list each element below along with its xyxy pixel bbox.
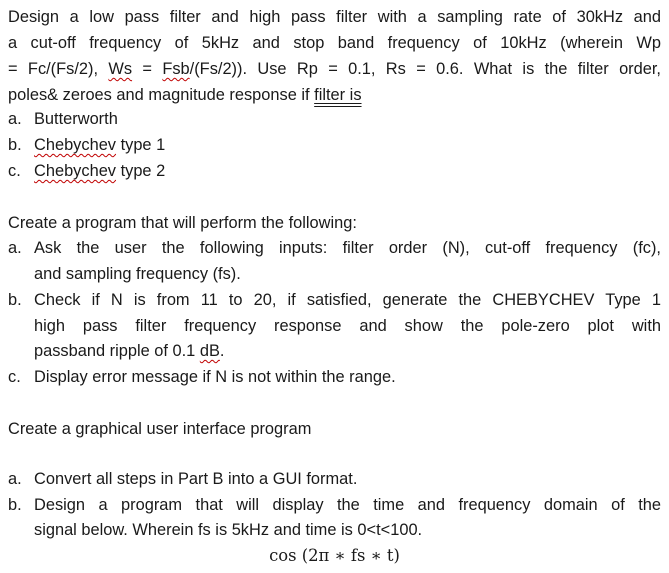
list-item-text <box>34 134 165 156</box>
text-run: = Fc/(Fs/2), <box>8 60 109 78</box>
text-run: passband ripple of 0.1 <box>34 342 200 360</box>
list-marker: b. <box>8 136 22 154</box>
list-item-continuation: signal below. Wherein fs is 5kHz and time is 0<t<100. <box>34 521 423 539</box>
part-a-line-1: Design a low pass filter and high pass filter with a sampling rate of 30kHz and <box>8 8 661 26</box>
part-a-line-3 <box>8 58 661 80</box>
part-b-intro: Create a program that will perform the following: <box>8 214 357 232</box>
list-marker: a. <box>8 470 22 488</box>
spellcheck-word: Fsb <box>162 60 190 78</box>
spellcheck-word: Ws <box>108 60 133 78</box>
list-marker: c. <box>8 162 21 180</box>
list-item-continuation: and sampling frequency (fs). <box>34 265 241 283</box>
text-run: type 2 <box>116 162 166 180</box>
list-item-text: Design a program that will display the time and frequency domain of the <box>34 496 661 514</box>
part-a-line-4 <box>8 84 362 106</box>
text-run: /(Fs/2)). Use Rp = 0.1, Rs = 0.6. What is the filter order, <box>189 60 661 78</box>
list-marker: a. <box>8 239 22 257</box>
list-item-text: Check if N is from 11 to 20, if satisfied, generate the CHEBYCHEV Type 1 <box>34 291 661 309</box>
list-item-continuation <box>34 340 224 362</box>
text-run: . <box>219 342 225 360</box>
list-item-text: Butterworth <box>34 110 118 128</box>
part-a-line-2: a cut-off frequency of 5kHz and stop band frequency of 10kHz (wherein Wp <box>8 34 661 52</box>
spellcheck-word: Chebychev <box>34 162 117 180</box>
text-run: poles& zeroes and magnitude response if <box>8 86 315 104</box>
list-marker: b. <box>8 291 22 309</box>
list-item-continuation: high pass filter frequency response and show the pole-zero plot with <box>34 317 661 335</box>
spellcheck-word: dB <box>199 342 220 360</box>
list-item-text <box>34 160 165 182</box>
spellcheck-word: Chebychev <box>34 136 117 154</box>
signal-formula: cos (2π ∗ fs ∗ t) <box>269 546 400 565</box>
text-run: = <box>132 60 163 78</box>
grammar-flag-word: filter is <box>314 86 362 104</box>
list-marker: c. <box>8 368 21 386</box>
text-run: type 1 <box>116 136 166 154</box>
list-marker: a. <box>8 110 22 128</box>
list-item-text: Ask the user the following inputs: filter order (N), cut-off frequency (fc), <box>34 239 661 257</box>
list-marker: b. <box>8 496 22 514</box>
list-item-text: Convert all steps in Part B into a GUI format. <box>34 470 358 488</box>
part-c-intro: Create a graphical user interface program <box>8 420 312 438</box>
list-item-text: Display error message if N is not within the range. <box>34 368 396 386</box>
